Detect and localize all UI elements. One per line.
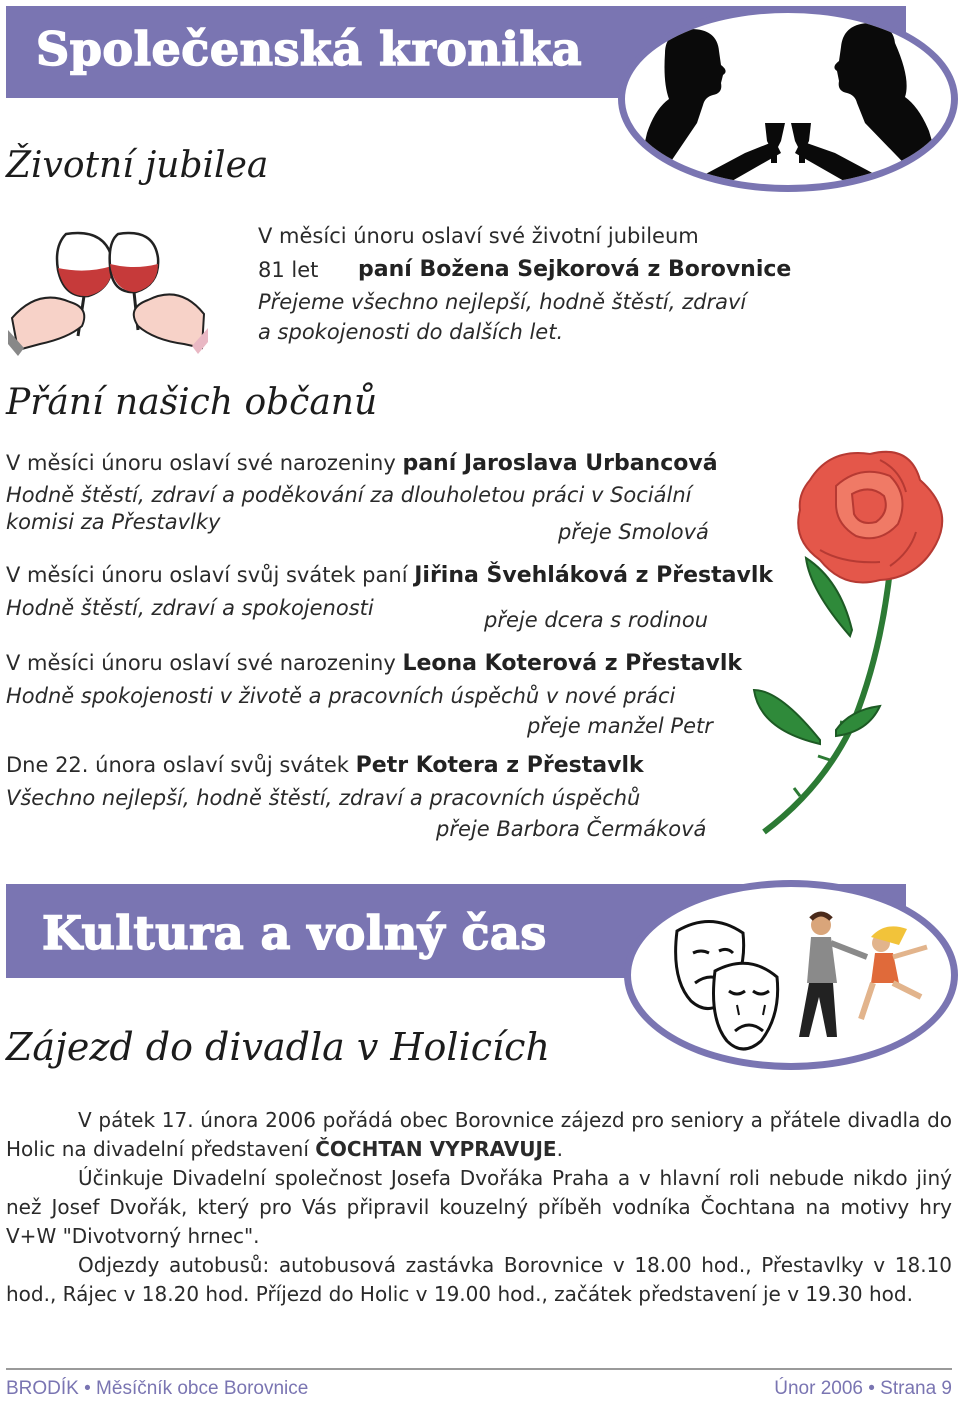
wish-text: Hodně štěstí, zdraví a spokojenosti xyxy=(6,596,374,620)
wish-from: přeje manžel Petr xyxy=(527,714,713,738)
wish-from: přeje Barbora Čermáková xyxy=(436,817,707,841)
wish-intro-text: V měsíci únoru oslaví svůj svátek paní xyxy=(6,563,408,587)
jubilee-age: 81 let xyxy=(258,258,319,282)
jubilee-heading: Životní jubilea xyxy=(6,145,269,186)
wish-person-name: paní Jaroslava Urbancová xyxy=(402,451,718,476)
jubilee-name: paní Božena Sejkorová z Borovnice xyxy=(358,257,792,282)
wine-glasses-toast-icon xyxy=(8,218,208,358)
wish-person-name: Jiřina Švehláková z Přestavlk xyxy=(414,563,773,588)
wish-person-name: Petr Kotera z Přestavlk xyxy=(355,753,644,778)
wish-entry-intro xyxy=(6,451,718,476)
trip-paragraph-2: Účinkuje Divadelní společnost Josefa Dvořáka Praha a v hlavní roli nebude nikdo jiný než Josef Dvořák, který pro Vás připravil kouzelný příběh vodníka Čochtana na motivy hry V+W "Divotvorný hrnec". xyxy=(6,1166,952,1248)
wish-text-continued: komisi za Přestavlky xyxy=(6,510,221,534)
toasting-silhouettes-icon xyxy=(625,13,951,185)
theatre-masks-dancers-icon xyxy=(631,887,951,1063)
trip-heading: Zájezd do divadla v Holicích xyxy=(6,1025,550,1069)
wish-from: přeje dcera s rodinou xyxy=(484,608,709,632)
toast-illustration-frame xyxy=(618,6,958,192)
footer-divider xyxy=(6,1368,952,1370)
trip-show-title: ČOCHTAN VYPRAVUJE xyxy=(315,1137,557,1161)
trip-article xyxy=(6,1106,952,1309)
wishes-heading: Přání našich občanů xyxy=(6,382,378,423)
wish-person-name: Leona Koterová z Přestavlk xyxy=(402,651,743,676)
trip-paragraph-3: Odjezdy autobusů: autobusová zastávka Borovnice v 18.00 hod., Přestavlky v 18.10 hod., Rájec v 18.20 hod. Příjezd do Holic v 19.00 hod., začátek představení je v 19.30 hod. xyxy=(6,1253,952,1306)
wish-text: Všechno nejlepší, hodně štěstí, zdraví a pracovních úspěchů xyxy=(6,786,641,810)
footer-page-info: Únor 2006 • Strana 9 xyxy=(774,1378,952,1399)
rose-icon xyxy=(740,440,956,840)
wish-intro-text: Dne 22. února oslaví svůj svátek xyxy=(6,753,349,777)
trip-paragraph-1-end: . xyxy=(556,1137,563,1161)
wish-text: Hodně spokojenosti v životě a pracovních úspěchů v nové práci xyxy=(6,684,676,708)
section-title-chronicle: Společenská kronika xyxy=(36,22,583,76)
jubilee-wish-line1: Přejeme všechno nejlepší, hodně štěstí, zdraví xyxy=(258,290,747,314)
wish-text: Hodně štěstí, zdraví a poděkování za dlouholetou práci v Sociální xyxy=(6,483,692,507)
jubilee-wish-line2: a spokojenosti do dalších let. xyxy=(258,320,564,344)
wish-from: přeje Smolová xyxy=(558,520,709,544)
section-title-culture: Kultura a volný čas xyxy=(42,906,547,960)
wish-intro-text: V měsíci únoru oslaví své narozeniny xyxy=(6,651,396,675)
trip-paragraph-1 xyxy=(6,1106,952,1164)
trip-paragraph-1-text: V pátek 17. února 2006 pořádá obec Borovnice zájezd pro seniory a přátele divadla do Holic na divadelní představení xyxy=(6,1108,952,1161)
wish-entry-intro xyxy=(6,651,742,676)
wish-entry-intro xyxy=(6,563,773,588)
footer-publication: BRODÍK • Měsíčník obce Borovnice xyxy=(6,1378,309,1399)
wish-entry-intro xyxy=(6,753,644,778)
jubilee-intro: V měsíci únoru oslaví své životní jubileum xyxy=(258,224,699,248)
wish-intro-text: V měsíci únoru oslaví své narozeniny xyxy=(6,451,396,475)
culture-illustration-frame xyxy=(624,880,958,1070)
